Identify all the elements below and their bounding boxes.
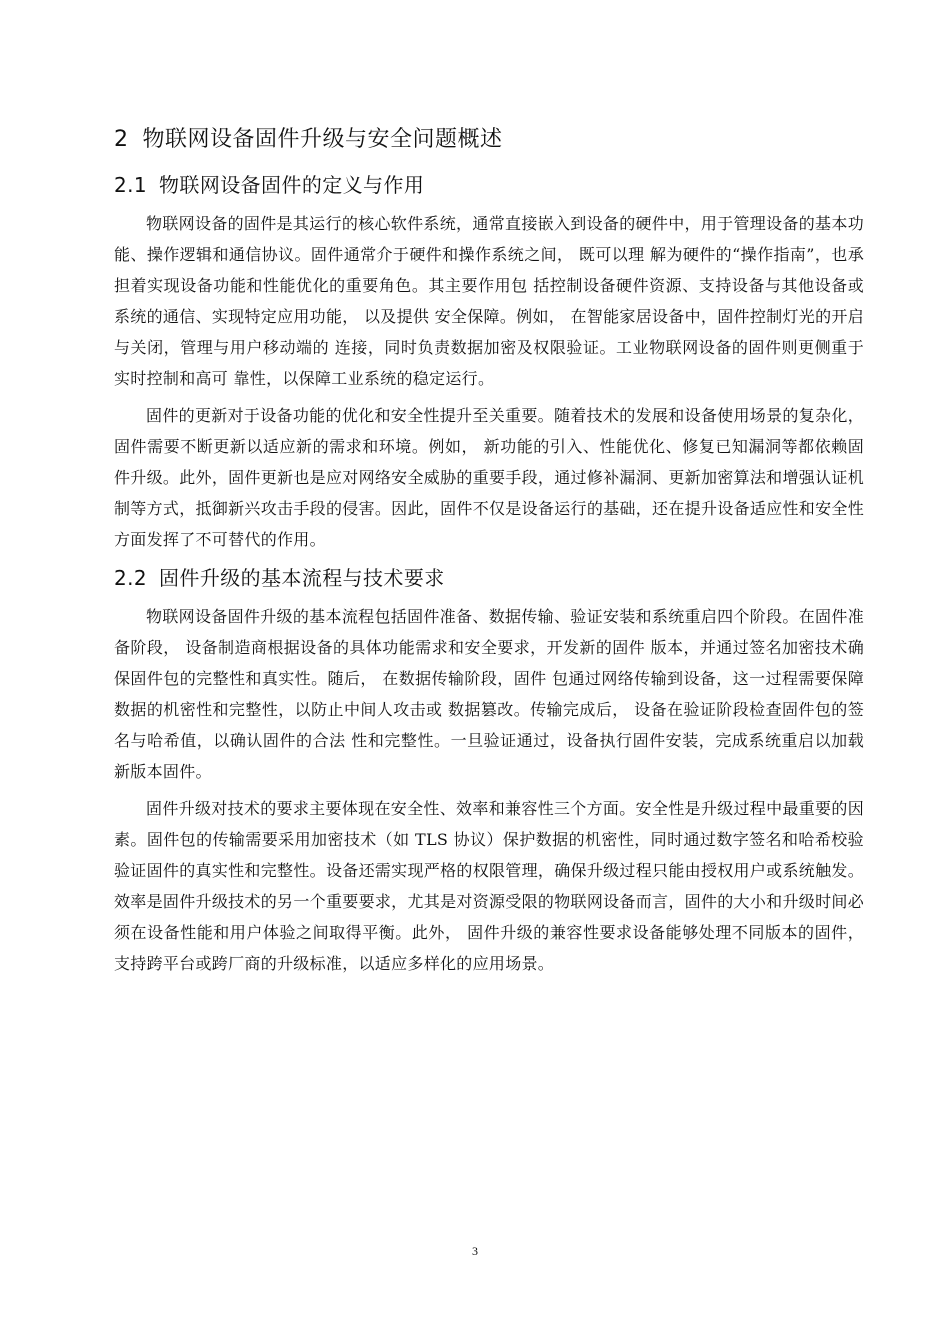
page-number: 3 bbox=[472, 1244, 478, 1258]
section-title: 物联网设备固件的定义与作用 bbox=[159, 173, 425, 197]
section-number: 2.2 bbox=[114, 566, 148, 590]
paragraph: 固件升级对技术的要求主要体现在安全性、效率和兼容性三个方面。安全性是升级过程中最重要的因素。固件包的传输需要采用加密技术（如 TLS 协议）保护数据的机密性，同时通过数字签名和哈希校验验证固件的真实性和完整性。设备还需实现严格的权限管理，确保升级过程只能由授权用户或系统触发。效率是固件升级技术的另一个重要要求，尤其是对资源受限的物联网设备而言，固件的大小和升级时间必须在设备性能和用户体验之间取得平衡。此外， 固件升级的兼容性要求设备能够处理不同版本的固件，支持跨平台或跨厂商的升级标准，以适应多样化的应用场景。 bbox=[114, 799, 864, 973]
section-title: 固件升级的基本流程与技术要求 bbox=[159, 566, 445, 590]
chapter-heading bbox=[114, 122, 864, 158]
paragraph: 物联网设备的固件是其运行的核心软件系统，通常直接嵌入到设备的硬件中，用于管理设备的基本功能、操作逻辑和通信协议。固件通常介于硬件和操作系统之间， 既可以理 解为硬件的“操作指南”，也承担着实现设备功能和性能优化的重要角色。其主要作用包 括控制设备硬件资源、支持设备与其他设备或系统的通信、实现特定应用功能， 以及提供 安全保障。例如， 在智能家居设备中，固件控制灯光的开启与关闭，管理与用户移动端的 连接，同时负责数据加密及权限验证。工业物联网设备的固件则更侧重于实时控制和高可 靠性，以保障工业系统的稳定运行。 bbox=[114, 214, 864, 388]
paragraph: 固件的更新对于设备功能的优化和安全性提升至关重要。随着技术的发展和设备使用场景的复杂化，固件需要不断更新以适应新的需求和环境。例如， 新功能的引入、性能优化、修复已知漏洞等都依赖固件升级。此外，固件更新也是应对网络安全威胁的重要手段，通过修补漏洞、更新加密算法和增强认证机制等方式，抵御新兴攻击手段的侵害。因此，固件不仅是设备运行的基础，还在提升设备适应性和安全性方面发挥了不可替代的作用。 bbox=[114, 406, 864, 549]
chapter-number: 2 bbox=[114, 127, 129, 152]
paragraph: 物联网设备固件升级的基本流程包括固件准备、数据传输、验证安装和系统重启四个阶段。在固件准备阶段， 设备制造商根据设备的具体功能需求和安全要求，开发新的固件 版本，并通过签名加密技术确保固件包的完整性和真实性。随后， 在数据传输阶段，固件 包通过网络传输到设备，这一过程需要保障数据的机密性和完整性，以防止中间人攻击或 数据篡改。传输完成后， 设备在验证阶段检查固件包的签名与哈希值，以确认固件的合法 性和完整性。一旦验证通过，设备执行固件安装，完成系统重启以加载新版本固件。 bbox=[114, 607, 864, 781]
section-number: 2.1 bbox=[114, 173, 148, 197]
page-content bbox=[114, 122, 864, 985]
chapter-title: 物联网设备固件升级与安全问题概述 bbox=[142, 127, 503, 152]
section-heading-2-2 bbox=[114, 561, 864, 595]
section-heading-2-1 bbox=[114, 168, 864, 202]
